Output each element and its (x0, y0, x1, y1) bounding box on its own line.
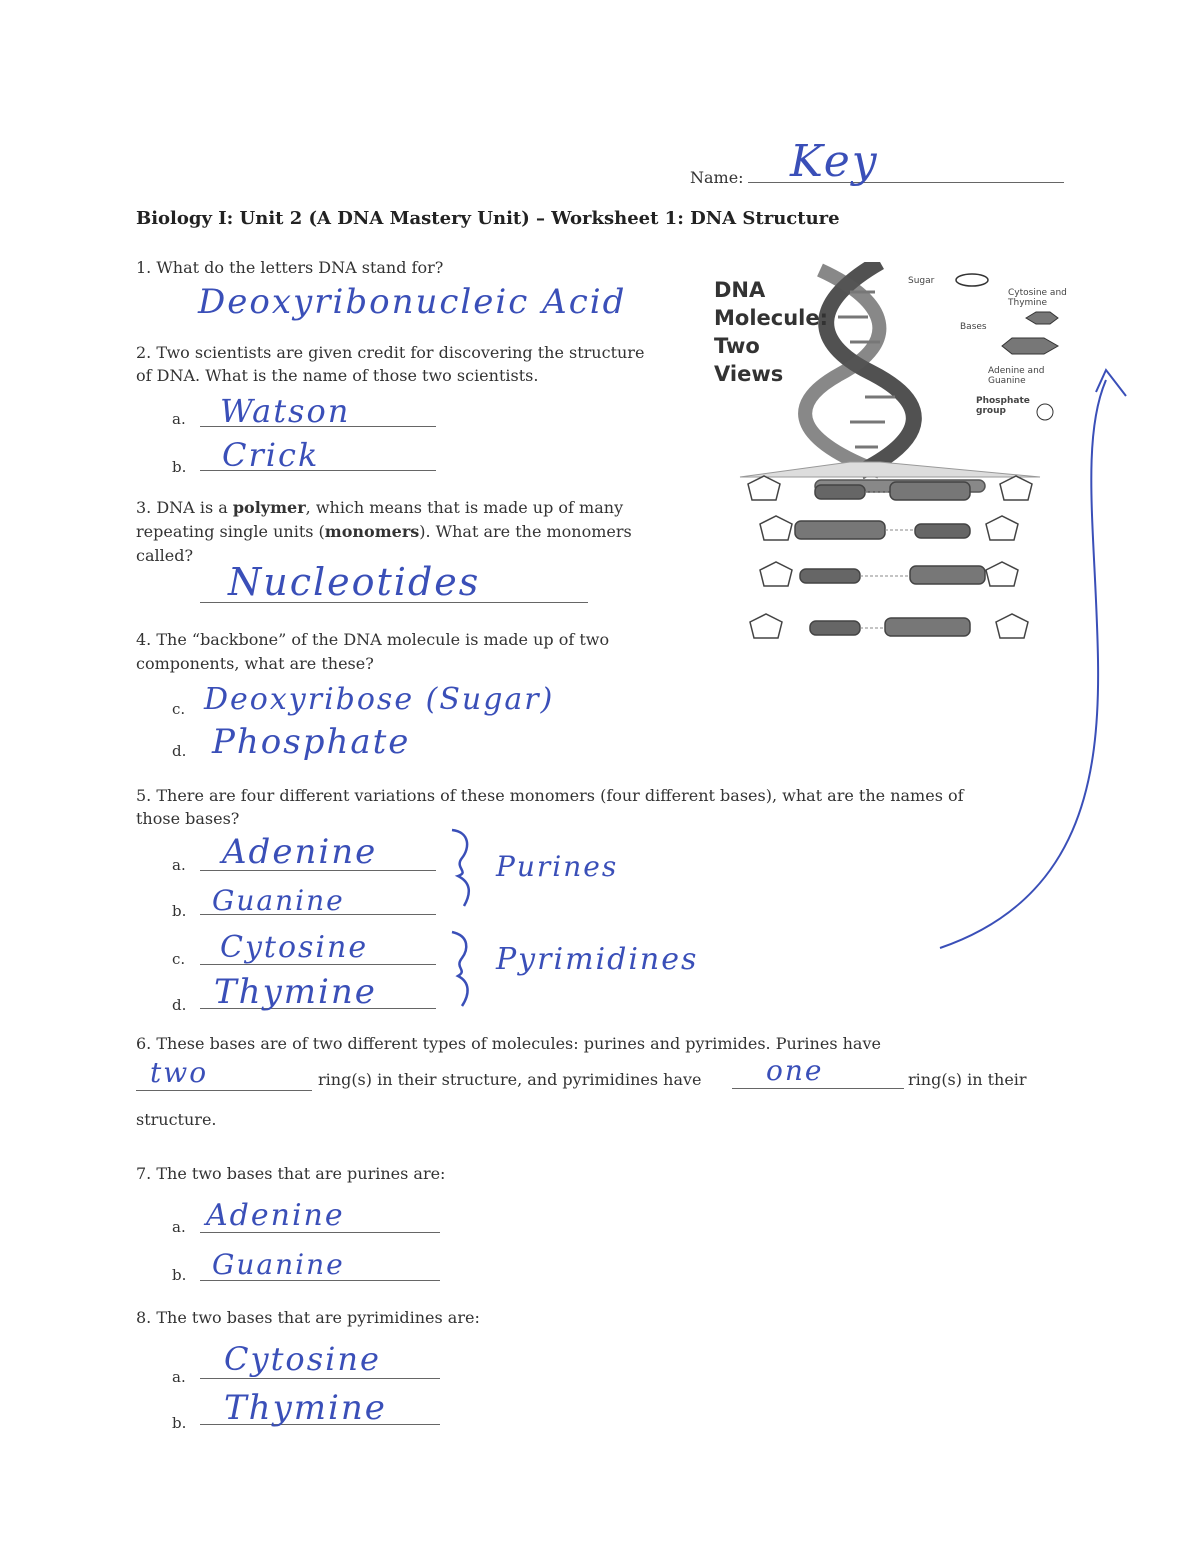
question-3-line2: repeating single units (monomers). What are the monomers (136, 522, 632, 541)
q5-item-c-answer: Cytosine (220, 930, 369, 965)
figure-title: DNA Molecule: Two Views (714, 278, 829, 386)
q2-item-a-answer: Watson (220, 392, 351, 430)
q6-blank-1-answer: two (150, 1056, 209, 1089)
worksheet-title: Biology I: Unit 2 (A DNA Mastery Unit) – Worksheet 1: DNA Structure (136, 208, 840, 229)
annotation-arrow (930, 360, 1130, 960)
question-1-answer: Deoxyribonucleic Acid (198, 282, 627, 322)
question-2-text-line1: 2. Two scientists are given credit for discovering the structure (136, 343, 645, 362)
question-5-text-line2: those bases? (136, 809, 240, 828)
name-label: Name: (690, 168, 744, 187)
question-8-text: 8. The two bases that are pyrimidines are: (136, 1308, 480, 1327)
q8-item-b-label: b. (172, 1414, 187, 1432)
question-3-answer: Nucleotides (228, 560, 481, 604)
bracket-marks (440, 820, 500, 1020)
q5-item-d-answer: Thymine (214, 972, 377, 1012)
q5-item-a-label: a. (172, 856, 186, 874)
q5-item-c-label: c. (172, 950, 186, 968)
phosphate-label: Phosphate group (976, 396, 1030, 416)
cytosine-thymine-label: Cytosine and Thymine (1008, 288, 1067, 308)
q7-item-b-answer: Guanine (212, 1248, 345, 1281)
q5-item-b-label: b. (172, 902, 187, 920)
q2-item-b-label: b. (172, 458, 187, 476)
name-answer: Key (790, 136, 879, 187)
q5-item-a-answer: Adenine (222, 832, 378, 872)
q2-item-b-answer: Crick (222, 436, 320, 474)
q4-item-d-label: d. (172, 742, 187, 760)
sugar-label: Sugar (908, 276, 935, 286)
question-3-line1: 3. DNA is a polymer, which means that is made up of many (136, 498, 624, 517)
q6-blank-2-answer: one (766, 1054, 824, 1087)
question-6-text: 6. These bases are of two different types of molecules: purines and pyrimides. Purines have (136, 1034, 881, 1053)
q4-item-c-label: c. (172, 700, 186, 718)
q6-middle-text: ring(s) in their structure, and pyrimidines have (318, 1070, 702, 1089)
q8-item-a-answer: Cytosine (224, 1340, 381, 1378)
q4-item-d-answer: Phosphate (212, 722, 411, 762)
q7-item-a-label: a. (172, 1218, 186, 1236)
adenine-guanine-label: Adenine and Guanine (988, 366, 1045, 386)
question-1-text: 1. What do the letters DNA stand for? (136, 258, 444, 277)
q5-item-d-label: d. (172, 996, 187, 1014)
q6-last-text: structure. (136, 1110, 217, 1129)
q7-item-a-answer: Adenine (206, 1198, 345, 1233)
q8-item-b-answer: Thymine (224, 1388, 387, 1428)
bases-label: Bases (960, 322, 987, 332)
question-4-text-line1: 4. The “backbone” of the DNA molecule is made up of two (136, 630, 610, 649)
q4-item-c-answer: Deoxyribose (Sugar) (204, 682, 555, 717)
question-3-line3: called? (136, 546, 194, 565)
purines-group-label: Purines (496, 850, 619, 883)
question-7-text: 7. The two bases that are purines are: (136, 1164, 446, 1183)
question-5-text-line1: 5. There are four different variations of these monomers (four different bases), what are the names of (136, 786, 964, 805)
q7-item-b-label: b. (172, 1266, 187, 1284)
question-2-text-line2: of DNA. What is the name of those two scientists. (136, 366, 539, 385)
pyrimidines-group-label: Pyrimidines (496, 942, 699, 977)
q2-item-a-label: a. (172, 410, 186, 428)
question-4-text-line2: components, what are these? (136, 654, 374, 673)
q8-item-a-label: a. (172, 1368, 186, 1386)
q6-end-text: ring(s) in their (908, 1070, 1027, 1089)
q5-item-b-answer: Guanine (212, 884, 345, 917)
